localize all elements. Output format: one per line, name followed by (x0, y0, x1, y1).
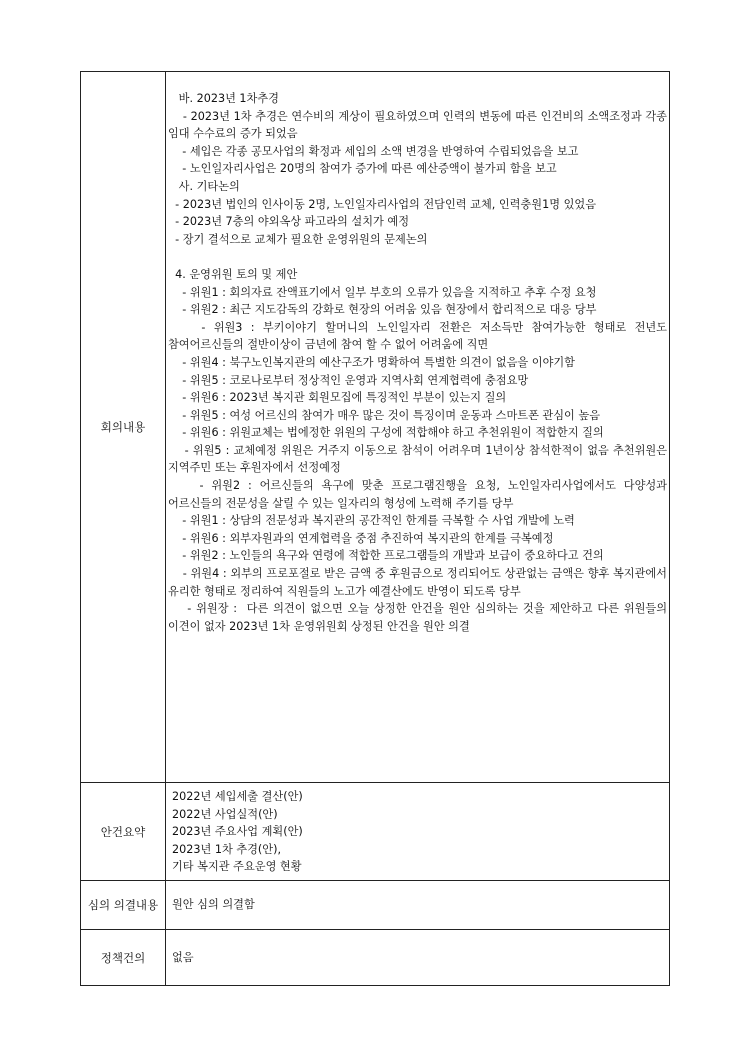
agenda-summary-row (81, 783, 670, 881)
committee-remark: - 위원장 : 다른 의견이 없으면 오늘 상정한 안건을 원안 심의하는 것을 제안하고 다른 위원들의 이견이 없자 2023년 1차 운영위원회 상정된 안건을 원안 의결 (168, 602, 671, 633)
meeting-line: 사. 기타논의 (168, 179, 240, 193)
meeting-minutes-table (80, 71, 670, 986)
meeting-line: - 노인일자리사업은 20명의 참여가 증가에 따른 예산증액이 불가피 함을 보고 (168, 162, 557, 176)
committee-remark: - 위원5 : 교체예정 위원은 거주지 이동으로 참석이 어려우며 1년이상 참석한적이 없음 추천위원은 지역주민 또는 후원자에서 선정예정 (168, 443, 671, 475)
agenda-item: 2022년 사업실적(안) (172, 807, 278, 821)
meeting-line: - 2023년 법인의 인사이동 2명, 노인일자리사업의 전담인력 교체, 인력충원1명 있었음 (168, 197, 597, 211)
meeting-line: - 세입은 각종 공모사업의 확정과 세입의 소액 변경을 반영하여 수립되었음을 보고 (168, 144, 579, 158)
committee-remark: - 위원6 : 외부자원과의 연계협력을 중점 추진하여 복지관의 한계를 극복예정 (168, 531, 554, 545)
deliberation-result-text: 원안 심의 의결함 (166, 881, 670, 930)
committee-remark: - 위원1 : 상담의 전문성과 복지관의 공간적인 한계를 극복할 수 사업 개발에 노력 (168, 514, 575, 528)
deliberation-result-row (81, 881, 670, 930)
committee-remark: - 위원2 : 최근 지도감독의 강화로 현장의 어려움 있음 현장에서 합리적으로 대응 당부 (168, 303, 597, 317)
meeting-lines-b (168, 284, 671, 636)
policy-items-label: 정책건의 (81, 930, 166, 986)
meeting-line: - 2023년 7층의 야외옥상 파고라의 설치가 예정 (168, 215, 410, 229)
agenda-item: 2022년 세입세출 결산(안) (172, 790, 303, 804)
meeting-lines-a (168, 90, 671, 248)
meeting-content-row (81, 72, 670, 783)
committee-remark: - 위원6 : 위원교체는 법에정한 위원의 구성에 적합해야 하고 추천위원이 적합한지 질의 (168, 426, 604, 440)
meeting-content-cell (166, 72, 670, 783)
agenda-item: 2023년 주요사업 계획(안) (172, 825, 303, 839)
committee-remark: - 위원5 : 여성 어르신의 참여가 매우 많은 것이 특징이며 운동과 스마트폰 관심이 높음 (168, 408, 601, 422)
committee-remark: - 위원4 : 외부의 프로포절로 받은 금액 중 후원금으로 정리되어도 상관없는 금액은 향후 복지관에서 유리한 형태로 정리하여 직원들의 노고가 예결산에도 반영이 되도록 당부 (168, 567, 671, 598)
committee-remark: - 위원5 : 코로나로부터 정상적인 운영과 지역사회 연계협력에 충점요망 (168, 373, 529, 387)
committee-remark: - 위원2 : 노인들의 욕구와 연령에 적합한 프로그램들의 개발과 보급이 중요하다고 건의 (168, 549, 604, 563)
meeting-content-label: 회의내용 (81, 72, 166, 783)
agenda-item: 기타 복지관 주요운영 현황 (172, 860, 302, 874)
meeting-line: 바. 2023년 1차추경 (168, 92, 279, 105)
agenda-summary-label: 안건요약 (81, 783, 166, 881)
committee-remark: - 위원4 : 북구노인복지관의 예산구조가 명확하여 특별한 의견이 없음을 이야기함 (168, 355, 575, 369)
deliberation-result-label: 심의 의결내용 (81, 881, 166, 930)
agenda-item: 2023년 1차 추경(안), (172, 842, 282, 856)
meeting-line: - 2023년 1차 추경은 연수비의 계상이 필요하였으며 인력의 변동에 따른 인건비의 소액조정과 각종 임대 수수료의 증가 되었음 (168, 109, 671, 141)
committee-remark: - 위원6 : 2023년 복지관 회원모집에 특징적인 부분이 있는지 질의 (168, 391, 507, 405)
policy-items-row (81, 930, 670, 986)
meeting-line: - 장기 결석으로 교체가 필요한 운영위원의 문제논의 (168, 232, 428, 246)
committee-remark: - 위원1 : 회의자료 잔액표기에서 일부 부호의 오류가 있음을 지적하고 추후 수정 요청 (168, 285, 597, 299)
blank-line (168, 248, 667, 266)
section-4-title: 4. 운영위원 토의 및 제안 (168, 267, 298, 281)
agenda-summary-cell (166, 783, 670, 881)
committee-remark: - 위원2 : 어르신들의 욕구에 맞춘 프로그램진행을 요청, 노인일자리사업에서도 다양성과 어르신들의 전문성을 살릴 수 있는 일자리의 형성에 노력해 주기를 당부 (168, 479, 671, 510)
policy-items-text: 없음 (166, 930, 670, 986)
committee-remark: - 위원3 : 부키이야기 할머니의 노인일자리 전환은 저소득만 참여가능한 형태로 전년도 참여어르신들의 절반이상이 금년에 참여 할 수 없어 어려움에 직면 (168, 320, 671, 352)
